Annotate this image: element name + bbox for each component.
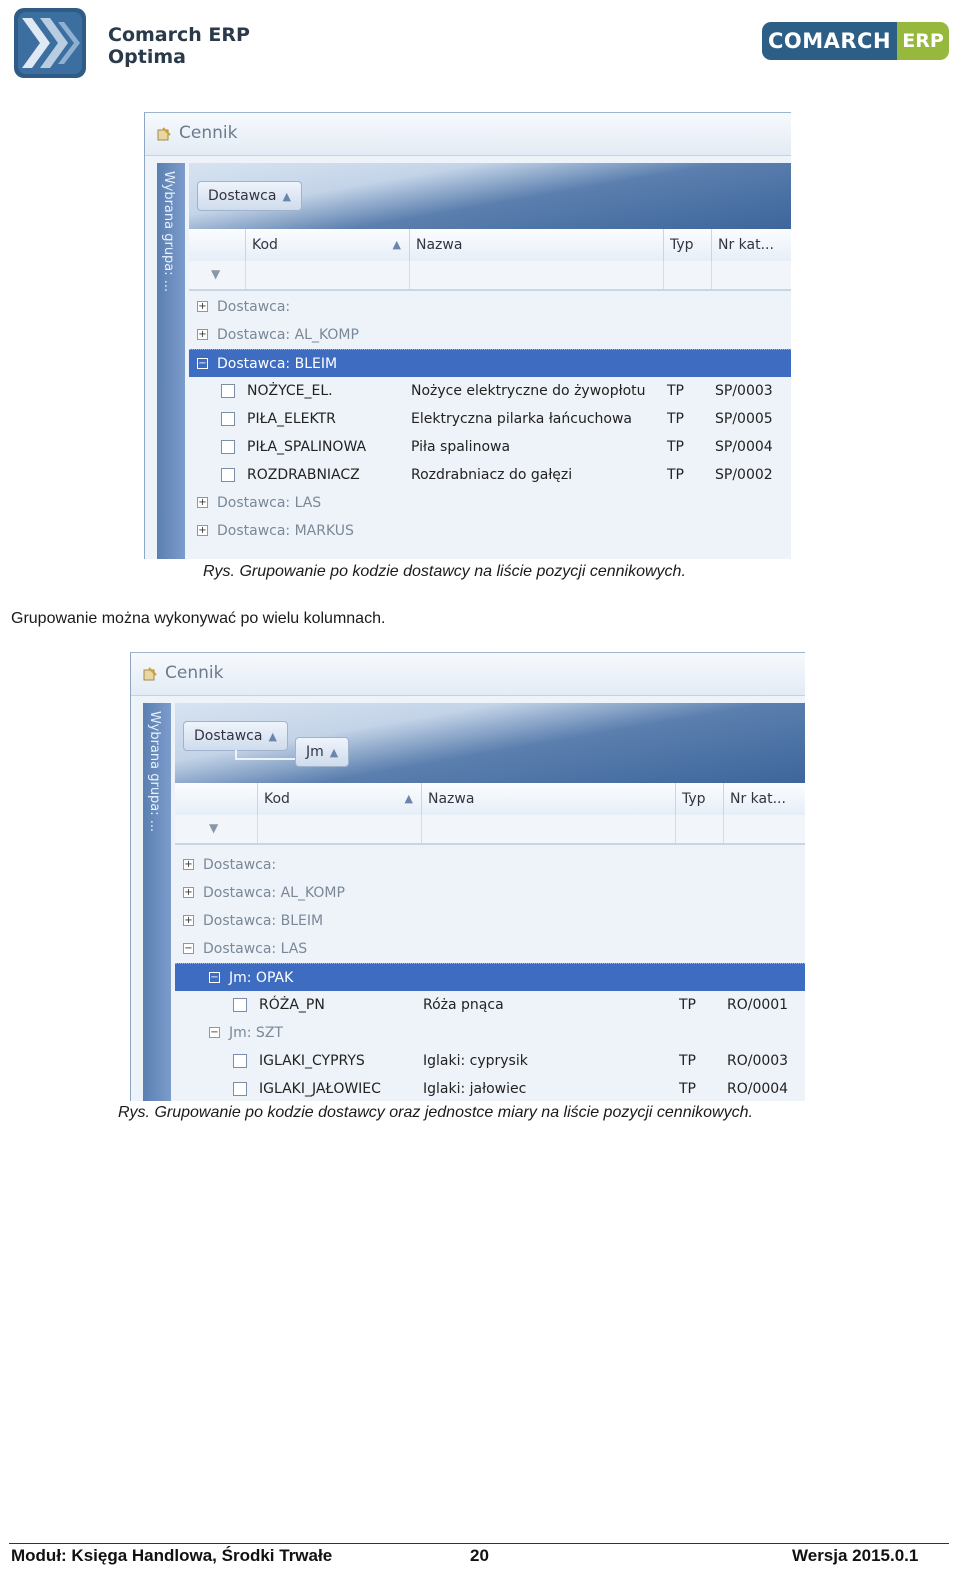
cell-kod: IGLAKI_CYPRYS [259,1053,365,1069]
column-nr-kat[interactable] [711,229,791,261]
figure1-screenshot [144,112,791,559]
group-label: Dostawca: [217,299,291,315]
sort-asc-icon: ▲ [392,238,401,251]
cell-nr-kat: SP/0002 [715,467,773,483]
column-header [189,229,791,262]
group-label: Dostawca: BLEIM [203,913,324,929]
filter-row[interactable] [175,815,805,845]
group-row[interactable] [189,517,791,545]
sort-asc-icon: ▲ [268,730,277,743]
expand-icon[interactable]: + [184,859,193,870]
group-chip-jm[interactable] [295,737,349,767]
table-row[interactable] [189,461,791,489]
table-row[interactable] [175,1047,805,1075]
cell-nr-kat: SP/0004 [715,439,773,455]
group-chip-dostawca[interactable] [197,181,302,211]
row-checkbox[interactable] [221,412,235,426]
cell-nr-kat: RO/0003 [727,1053,789,1069]
cell-nr-kat: RO/0004 [727,1081,789,1097]
product-name [108,24,250,68]
expand-icon[interactable]: + [184,887,193,898]
cell-kod: ROZDRABNIACZ [247,467,360,483]
comarch-erp-optima-logo [14,8,274,78]
price-list-icon [157,127,171,141]
group-label: Dostawca: [203,857,277,873]
optima-logo-icon [14,8,86,78]
side-panel-label: Wybrana grupa: ... [161,171,176,293]
row-checkbox[interactable] [221,384,235,398]
cell-nr-kat: SP/0005 [715,411,773,427]
filter-separator [245,261,246,289]
chip-label: Dostawca [194,728,263,744]
column-header [175,783,805,816]
column-label: Kod [264,791,290,807]
column-label: Kod [252,237,278,253]
group-row[interactable] [175,907,805,935]
grouping-area[interactable] [175,703,805,783]
footer-version: Wersja 2015.0.1 [792,1546,919,1565]
window-title: Cennik [165,663,224,683]
filter-row[interactable] [189,261,791,291]
group-row[interactable] [189,293,791,321]
product-name-line1: Comarch ERP [108,24,250,46]
brand-erp: ERP [897,22,949,60]
body-paragraph: Grupowanie można wykonywać po wielu kolumnach. [11,610,386,627]
cell-kod: PIŁA_SPALINOWA [247,439,367,455]
row-checkbox[interactable] [233,1054,247,1068]
group-label: Dostawca: BLEIM [217,356,338,372]
collapse-icon[interactable]: − [198,358,207,369]
grouping-area[interactable] [189,163,791,229]
window-title: Cennik [179,123,238,143]
cell-typ: TP [679,1081,696,1097]
filter-separator [723,815,724,843]
row-checkbox[interactable] [221,440,235,454]
product-name-line2: Optima [108,46,186,68]
sort-asc-icon: ▲ [282,190,291,203]
cell-nazwa: Rozdrabniacz do gałęzi [411,467,573,483]
row-checkbox[interactable] [233,1082,247,1096]
window-titlebar [145,113,791,156]
price-list-icon [143,667,157,681]
column-label: Typ [670,237,694,253]
group-row[interactable] [189,489,791,517]
group-row[interactable] [189,349,791,379]
window-titlebar [131,653,805,696]
side-panel-label: Wybrana grupa: ... [147,711,162,833]
expand-icon[interactable]: + [198,497,207,508]
subgroup-row[interactable] [175,963,805,993]
row-checkbox[interactable] [233,998,247,1012]
column-label: Nr kat... [718,237,774,253]
chip-label: Dostawca [208,188,277,204]
table-row[interactable] [189,405,791,433]
figure1-caption: Rys. Grupowanie po kodzie dostawcy na liście pozycji cennikowych. [203,563,686,580]
cell-nazwa: Nożyce elektryczne do żywopłotu [411,383,646,399]
subgroup-row[interactable] [175,1019,805,1047]
expand-icon[interactable]: + [184,915,193,926]
cell-typ: TP [667,467,684,483]
expand-icon[interactable]: + [198,329,207,340]
cell-kod: RÓŻA_PN [259,997,325,1013]
expand-icon[interactable]: + [198,525,207,536]
cell-kod: NOŻYCE_EL. [247,383,333,399]
filter-separator [257,815,258,843]
group-label: Dostawca: AL_KOMP [203,885,345,901]
collapse-icon[interactable]: − [210,1027,219,1038]
brand-comarch: COMARCH [762,22,897,60]
cell-nr-kat: RO/0001 [727,997,789,1013]
collapse-icon[interactable]: − [184,943,193,954]
row-checkbox[interactable] [221,468,235,482]
figure2-screenshot [130,652,805,1101]
column-nr-kat[interactable] [723,783,805,815]
group-label: Dostawca: MARKUS [217,523,354,539]
cell-nazwa: Róża pnąca [423,997,504,1013]
sort-asc-icon: ▲ [404,792,413,805]
group-side-panel[interactable] [143,703,171,1101]
filter-icon: ▼ [211,267,221,281]
group-label: Dostawca: AL_KOMP [217,327,359,343]
cell-nazwa: Elektryczna pilarka łańcuchowa [411,411,632,427]
chip-label: Jm [306,744,324,760]
table-row[interactable] [175,1075,805,1101]
footer-module: Moduł: Księga Handlowa, Środki Trwałe [11,1546,333,1565]
collapse-icon[interactable]: − [210,972,219,983]
column-nazwa[interactable] [421,783,675,815]
figure2-caption: Rys. Grupowanie po kodzie dostawcy oraz jednostce miary na liście pozycji cennikowych. [118,1104,753,1121]
column-typ[interactable] [663,229,711,261]
footer-page-number: 20 [470,1546,489,1565]
group-label: Dostawca: LAS [203,941,308,957]
group-label: Jm: SZT [229,1025,283,1041]
cell-typ: TP [679,997,696,1013]
footer-divider [9,1543,949,1544]
filter-separator [675,815,676,843]
cell-nr-kat: SP/0003 [715,383,773,399]
group-chip-dostawca[interactable] [183,721,288,751]
column-typ[interactable] [675,783,723,815]
table-row[interactable] [189,433,791,461]
column-label: Nazwa [428,791,475,807]
cell-typ: TP [667,439,684,455]
group-label: Dostawca: LAS [217,495,322,511]
group-label: Jm: OPAK [229,970,294,986]
group-row[interactable] [175,879,805,907]
filter-separator [421,815,422,843]
cell-nazwa: Piła spalinowa [411,439,511,455]
group-side-panel[interactable] [157,163,185,559]
column-label: Nazwa [416,237,463,253]
column-kod[interactable] [257,783,421,815]
filter-separator [409,261,410,289]
table-row[interactable] [189,377,791,405]
cell-kod: PIŁA_ELEKTR [247,411,336,427]
expand-icon[interactable]: + [198,301,207,312]
filter-icon: ▼ [209,821,219,835]
column-nazwa[interactable] [409,229,663,261]
filter-separator [663,261,664,289]
group-row[interactable] [189,321,791,349]
cell-typ: TP [667,383,684,399]
table-row[interactable] [175,991,805,1019]
sort-asc-icon: ▲ [329,746,339,759]
column-label: Typ [682,791,706,807]
cell-typ: TP [679,1053,696,1069]
column-label: Nr kat... [730,791,786,807]
filter-separator [711,261,712,289]
column-kod[interactable] [245,229,409,261]
cell-typ: TP [667,411,684,427]
group-row[interactable] [175,851,805,879]
cell-nazwa: Iglaki: jałowiec [423,1081,527,1097]
group-row[interactable] [175,935,805,963]
chip-connector [235,750,297,760]
cell-nazwa: Iglaki: cyprysik [423,1053,528,1069]
cell-kod: IGLAKI_JAŁOWIEC [259,1081,381,1097]
comarch-erp-brand-logo [762,22,950,62]
